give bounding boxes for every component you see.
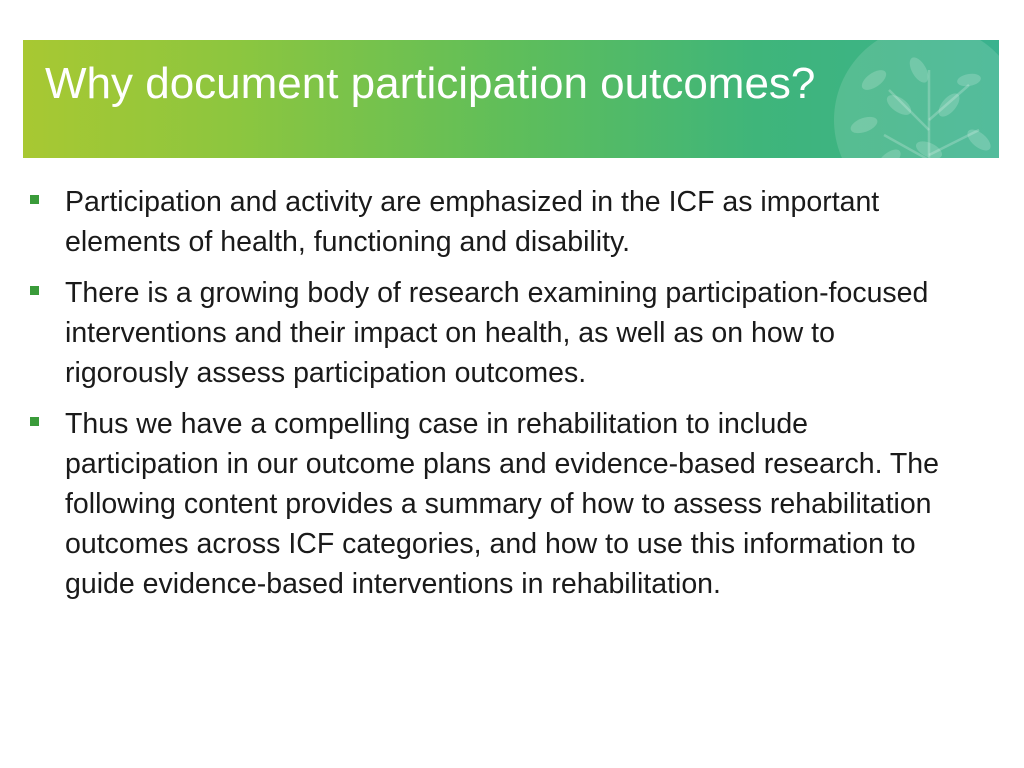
bullet-list (26, 182, 956, 615)
bullet-item (26, 404, 956, 604)
square-bullet-icon (30, 286, 39, 295)
bullet-item (26, 273, 956, 393)
bullet-text: Thus we have a compelling case in rehabilitation to include participation in our outcome plans and evidence-based research. The following content provides a summary of how to assess rehabilitation outcomes across ICF categories, and how to use this information to guide evidence-based interventions in rehabilitation. (65, 408, 940, 600)
square-bullet-icon (30, 195, 39, 204)
slide-title: Why document participation outcomes? (45, 59, 816, 108)
bullet-text: Participation and activity are emphasized in the ICF as important elements of health, functioning and disability. (65, 186, 880, 258)
title-banner (23, 40, 999, 158)
bullet-text: There is a growing body of research examining participation-focused interventions and their impact on health, as well as on how to rigorously assess participation outcomes. (65, 277, 929, 389)
square-bullet-icon (30, 417, 39, 426)
bullet-item (26, 182, 956, 262)
